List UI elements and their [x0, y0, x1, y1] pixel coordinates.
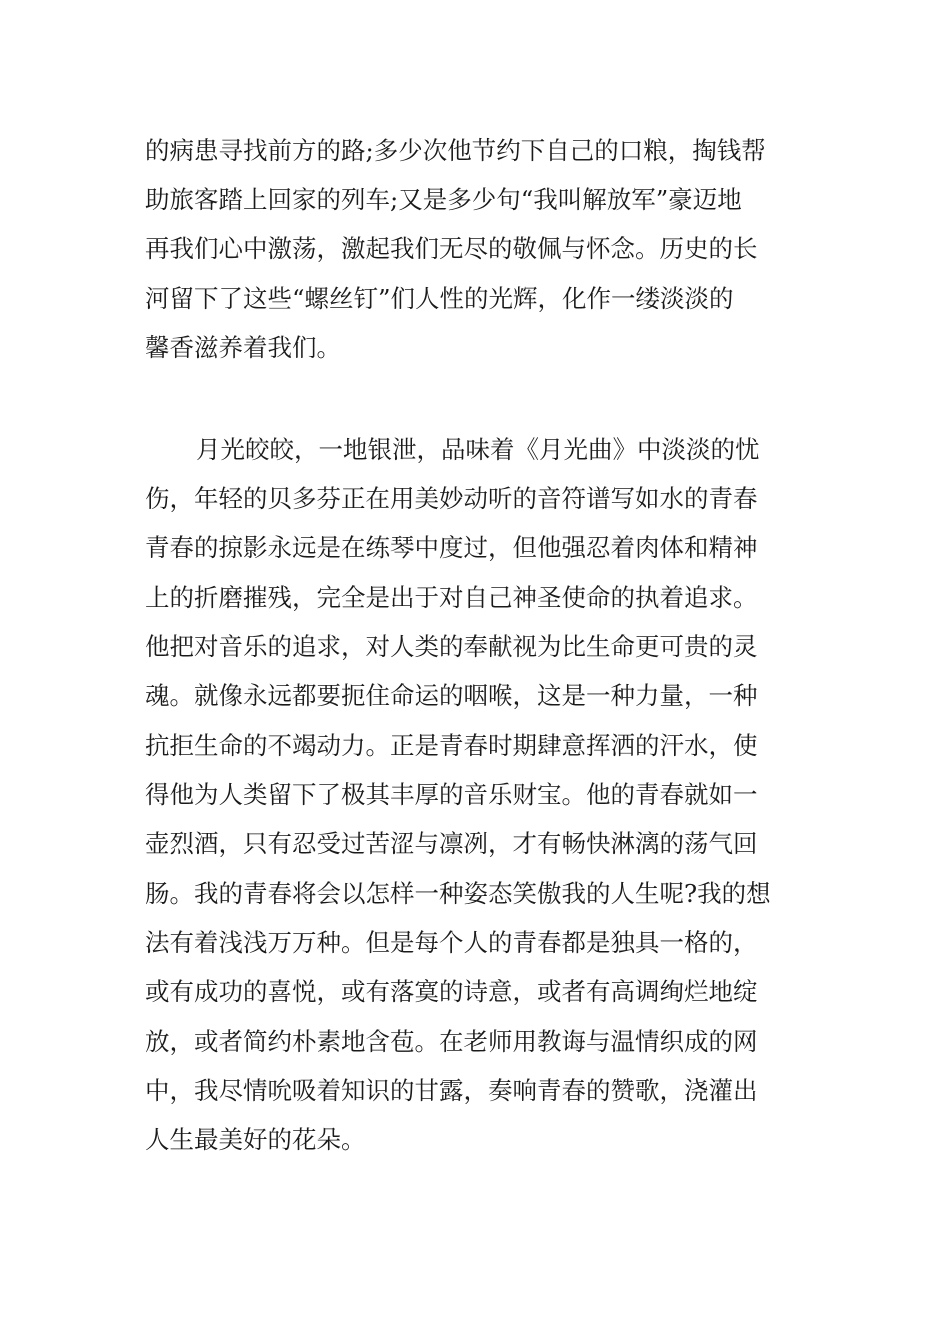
paragraph-1-line-5: 馨香滋养着我们。: [145, 333, 341, 362]
paragraph-1-line-1: 的病患寻找前方的路;多少次他节约下自己的口粮，掏钱帮: [145, 136, 766, 165]
paragraph-1-line-2: 助旅客踏上回家的列车;又是多少句“我叫解放军”豪迈地: [145, 185, 742, 214]
paragraph-2-line-8: 得他为人类留下了极其丰厚的音乐财宝。他的青春就如一: [145, 780, 758, 809]
paragraph-2-line-2: 伤，年轻的贝多芬正在用美妙动听的音符谱写如水的青春: [145, 484, 758, 513]
paragraph-2-line-11: 法有着浅浅万万种。但是每个人的青春都是独具一格的，: [145, 928, 758, 957]
paragraph-2-line-7: 抗拒生命的不竭动力。正是青春时期肆意挥洒的汗水，使: [145, 731, 758, 760]
paragraph-2-line-3: 青春的掠影永远是在练琴中度过，但他强忍着肉体和精神: [145, 533, 758, 562]
paragraph-1-line-4: 河留下了这些“螺丝钉”们人性的光辉，化作一缕淡淡的: [145, 284, 734, 313]
paragraph-2-line-12: 或有成功的喜悦，或有落寞的诗意，或者有高调绚烂地绽: [145, 977, 758, 1006]
paragraph-2-line-5: 他把对音乐的追求，对人类的奉献视为比生命更可贵的灵: [145, 632, 758, 661]
paragraph-2-line-10: 肠。我的青春将会以怎样一种姿态笑傲我的人生呢?我的想: [145, 879, 771, 908]
paragraph-2-line-14: 中，我尽情吮吸着知识的甘露，奏响青春的赞歌，浇灌出: [145, 1076, 758, 1105]
paragraph-2-line-15: 人生最美好的花朵。: [145, 1125, 366, 1154]
paragraph-2-line-1: 月光皎皎，一地银泄，品味着《月光曲》中淡淡的忧: [196, 435, 760, 464]
paragraph-2-line-9: 壶烈酒，只有忍受过苦涩与凛冽，才有畅快淋漓的荡气回: [145, 829, 758, 858]
paragraph-2-line-6: 魂。就像永远都要扼住命运的咽喉，这是一种力量，一种: [145, 681, 758, 710]
paragraph-2-line-4: 上的折磨摧残，完全是出于对自己神圣使命的执着追求。: [145, 583, 758, 612]
paragraph-1-line-3: 再我们心中激荡，激起我们无尽的敬佩与怀念。历史的长: [145, 234, 758, 263]
paragraph-2-line-13: 放，或者简约朴素地含苞。在老师用教诲与温情织成的网: [145, 1027, 758, 1056]
